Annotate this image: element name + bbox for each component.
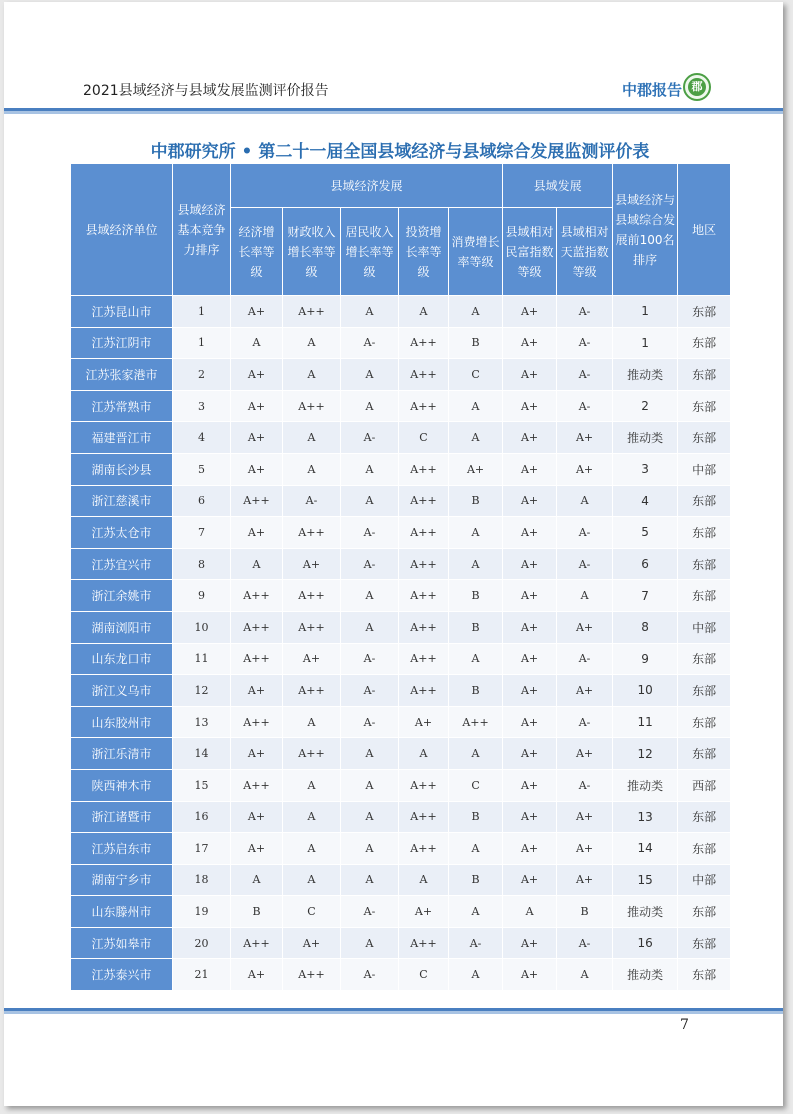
region-cell: 东部 — [678, 896, 731, 928]
top100-rank-cell: 9 — [613, 643, 678, 675]
table-row — [71, 643, 731, 675]
top100-rank-cell: 推动类 — [613, 422, 678, 454]
sky-index-cell: A+ — [557, 453, 613, 485]
income-growth-cell: A- — [341, 548, 399, 580]
wealth-index-cell: A+ — [503, 327, 557, 359]
unit-cell: 浙江慈溪市 — [71, 485, 173, 517]
wealth-index-cell: A+ — [503, 927, 557, 959]
gdp-growth-cell: A++ — [231, 643, 283, 675]
rank-cell: 18 — [173, 864, 231, 896]
col-wealth-index: 县域相对民富指数等级 — [503, 208, 557, 296]
table-row — [71, 801, 731, 833]
table-row — [71, 548, 731, 580]
investment-growth-cell: A+ — [399, 896, 449, 928]
top100-rank-cell: 6 — [613, 548, 678, 580]
investment-growth-cell: A++ — [399, 327, 449, 359]
wealth-index-cell: A+ — [503, 959, 557, 991]
sky-index-cell: A- — [557, 390, 613, 422]
fiscal-growth-cell: A++ — [283, 611, 341, 643]
investment-growth-cell: C — [399, 959, 449, 991]
region-cell: 东部 — [678, 643, 731, 675]
income-growth-cell: A- — [341, 675, 399, 707]
consumption-growth-cell: A++ — [449, 706, 503, 738]
gdp-growth-cell: A+ — [231, 453, 283, 485]
top100-rank-cell: 8 — [613, 611, 678, 643]
consumption-growth-cell: A — [449, 833, 503, 865]
unit-cell: 江苏江阴市 — [71, 327, 173, 359]
investment-growth-cell: A++ — [399, 548, 449, 580]
table-row — [71, 706, 731, 738]
rank-cell: 10 — [173, 611, 231, 643]
rank-cell: 16 — [173, 801, 231, 833]
table-row — [71, 675, 731, 707]
table-row — [71, 359, 731, 391]
top100-rank-cell: 3 — [613, 453, 678, 485]
fiscal-growth-cell: A — [283, 801, 341, 833]
region-cell: 东部 — [678, 833, 731, 865]
investment-growth-cell: A++ — [399, 675, 449, 707]
wealth-index-cell: A+ — [503, 359, 557, 391]
fiscal-growth-cell: A- — [283, 485, 341, 517]
sky-index-cell: A+ — [557, 801, 613, 833]
sky-index-cell: A- — [557, 927, 613, 959]
income-growth-cell: A- — [341, 643, 399, 675]
header-rule — [4, 108, 783, 114]
unit-cell: 江苏张家港市 — [71, 359, 173, 391]
fiscal-growth-cell: A+ — [283, 927, 341, 959]
col-gdp-growth: 经济增长率等级 — [231, 208, 283, 296]
top100-rank-cell: 推动类 — [613, 959, 678, 991]
wealth-index-cell: A+ — [503, 296, 557, 328]
unit-cell: 江苏启东市 — [71, 833, 173, 865]
col-income-growth: 居民收入增长率等级 — [341, 208, 399, 296]
brand-label: 中郡报告 — [622, 81, 683, 99]
consumption-growth-cell: A — [449, 738, 503, 770]
income-growth-cell: A — [341, 769, 399, 801]
table-row — [71, 485, 731, 517]
consumption-growth-cell: C — [449, 359, 503, 391]
income-growth-cell: A — [341, 390, 399, 422]
table-row — [71, 833, 731, 865]
consumption-growth-cell: A — [449, 896, 503, 928]
wealth-index-cell: A+ — [503, 422, 557, 454]
unit-cell: 江苏太仓市 — [71, 517, 173, 549]
top100-rank-cell: 11 — [613, 706, 678, 738]
income-growth-cell: A- — [341, 517, 399, 549]
investment-growth-cell: A++ — [399, 833, 449, 865]
gdp-growth-cell: A++ — [231, 927, 283, 959]
investment-growth-cell: A++ — [399, 485, 449, 517]
income-growth-cell: A — [341, 485, 399, 517]
col-sky-index: 县域相对天蓝指数等级 — [557, 208, 613, 296]
unit-cell: 江苏常熟市 — [71, 390, 173, 422]
income-growth-cell: A — [341, 833, 399, 865]
fiscal-growth-cell: A++ — [283, 959, 341, 991]
sky-index-cell: A+ — [557, 864, 613, 896]
unit-cell: 湖南浏阳市 — [71, 611, 173, 643]
region-cell: 东部 — [678, 422, 731, 454]
consumption-growth-cell: A — [449, 643, 503, 675]
rank-cell: 5 — [173, 453, 231, 485]
wealth-index-cell: A — [503, 896, 557, 928]
unit-cell: 山东滕州市 — [71, 896, 173, 928]
fiscal-growth-cell: A++ — [283, 580, 341, 612]
gdp-growth-cell: A+ — [231, 833, 283, 865]
top100-rank-cell: 推动类 — [613, 896, 678, 928]
sky-index-cell: A — [557, 485, 613, 517]
region-cell: 东部 — [678, 706, 731, 738]
table-row — [71, 738, 731, 770]
fiscal-growth-cell: A+ — [283, 548, 341, 580]
sky-index-cell: A- — [557, 706, 613, 738]
gdp-growth-cell: A+ — [231, 738, 283, 770]
gdp-growth-cell: A+ — [231, 675, 283, 707]
region-cell: 东部 — [678, 927, 731, 959]
top100-rank-cell: 13 — [613, 801, 678, 833]
table-row — [71, 422, 731, 454]
wealth-index-cell: A+ — [503, 675, 557, 707]
rank-cell: 1 — [173, 296, 231, 328]
brand-seal-char: 郡 — [688, 78, 706, 96]
gdp-growth-cell: A+ — [231, 959, 283, 991]
consumption-growth-cell: A — [449, 296, 503, 328]
rank-cell: 17 — [173, 833, 231, 865]
rank-cell: 13 — [173, 706, 231, 738]
consumption-growth-cell: A — [449, 959, 503, 991]
wealth-index-cell: A+ — [503, 769, 557, 801]
col-region: 地区 — [678, 164, 731, 296]
unit-cell: 湖南长沙县 — [71, 453, 173, 485]
table-row — [71, 864, 731, 896]
table-row — [71, 611, 731, 643]
rank-cell: 1 — [173, 327, 231, 359]
income-growth-cell: A- — [341, 896, 399, 928]
sky-index-cell: A+ — [557, 833, 613, 865]
table-title: 中郡研究所 • 第二十一届全国县域经济与县域综合发展监测评价表 — [150, 142, 650, 162]
col-rank: 县域经济基本竞争力排序 — [173, 164, 231, 296]
gdp-growth-cell: A — [231, 864, 283, 896]
col-consumption-growth: 消费增长率等级 — [449, 208, 503, 296]
rank-cell: 6 — [173, 485, 231, 517]
consumption-growth-cell: A — [449, 548, 503, 580]
region-cell: 东部 — [678, 801, 731, 833]
unit-cell: 浙江乐清市 — [71, 738, 173, 770]
investment-growth-cell: C — [399, 422, 449, 454]
gdp-growth-cell: A — [231, 327, 283, 359]
fiscal-growth-cell: A — [283, 769, 341, 801]
rank-cell: 3 — [173, 390, 231, 422]
table-row — [71, 927, 731, 959]
income-growth-cell: A — [341, 611, 399, 643]
region-cell: 东部 — [678, 548, 731, 580]
top100-rank-cell: 16 — [613, 927, 678, 959]
unit-cell: 山东龙口市 — [71, 643, 173, 675]
region-cell: 中部 — [678, 611, 731, 643]
top100-rank-cell: 12 — [613, 738, 678, 770]
gdp-growth-cell: A — [231, 548, 283, 580]
brand-seal-logo — [683, 73, 711, 101]
sky-index-cell: A+ — [557, 611, 613, 643]
top100-rank-cell: 10 — [613, 675, 678, 707]
gdp-growth-cell: A+ — [231, 422, 283, 454]
col-group-development: 县域发展 — [503, 164, 613, 208]
unit-cell: 浙江义乌市 — [71, 675, 173, 707]
income-growth-cell: A- — [341, 422, 399, 454]
sky-index-cell: A- — [557, 327, 613, 359]
income-growth-cell: A- — [341, 327, 399, 359]
consumption-growth-cell: B — [449, 580, 503, 612]
gdp-growth-cell: A+ — [231, 296, 283, 328]
investment-growth-cell: A — [399, 864, 449, 896]
investment-growth-cell: A++ — [399, 453, 449, 485]
rank-cell: 20 — [173, 927, 231, 959]
income-growth-cell: A — [341, 738, 399, 770]
fiscal-growth-cell: A++ — [283, 390, 341, 422]
col-investment-growth: 投资增长率等级 — [399, 208, 449, 296]
col-top100-rank: 县域经济与县域综合发展前100名排序 — [613, 164, 678, 296]
fiscal-growth-cell: A++ — [283, 296, 341, 328]
rank-cell: 2 — [173, 359, 231, 391]
gdp-growth-cell: A+ — [231, 801, 283, 833]
income-growth-cell: A — [341, 296, 399, 328]
region-cell: 东部 — [678, 296, 731, 328]
wealth-index-cell: A+ — [503, 864, 557, 896]
sky-index-cell: A — [557, 580, 613, 612]
consumption-growth-cell: A- — [449, 927, 503, 959]
region-cell: 东部 — [678, 959, 731, 991]
consumption-growth-cell: B — [449, 327, 503, 359]
wealth-index-cell: A+ — [503, 801, 557, 833]
table-row — [71, 517, 731, 549]
consumption-growth-cell: A+ — [449, 453, 503, 485]
sky-index-cell: A- — [557, 548, 613, 580]
gdp-growth-cell: A++ — [231, 611, 283, 643]
wealth-index-cell: A+ — [503, 580, 557, 612]
wealth-index-cell: A+ — [503, 611, 557, 643]
consumption-growth-cell: A — [449, 390, 503, 422]
unit-cell: 江苏如皋市 — [71, 927, 173, 959]
sky-index-cell: A+ — [557, 738, 613, 770]
investment-growth-cell: A — [399, 738, 449, 770]
consumption-growth-cell: C — [449, 769, 503, 801]
investment-growth-cell: A — [399, 296, 449, 328]
fiscal-growth-cell: A — [283, 864, 341, 896]
footer-rule — [4, 1008, 783, 1014]
income-growth-cell: A — [341, 927, 399, 959]
rank-cell: 19 — [173, 896, 231, 928]
unit-cell: 江苏宜兴市 — [71, 548, 173, 580]
region-cell: 东部 — [678, 675, 731, 707]
gdp-growth-cell: A++ — [231, 580, 283, 612]
investment-growth-cell: A++ — [399, 390, 449, 422]
top100-rank-cell: 15 — [613, 864, 678, 896]
fiscal-growth-cell: A — [283, 706, 341, 738]
col-group-economy: 县域经济发展 — [231, 164, 503, 208]
rank-cell: 15 — [173, 769, 231, 801]
investment-growth-cell: A++ — [399, 580, 449, 612]
consumption-growth-cell: B — [449, 675, 503, 707]
rank-cell: 21 — [173, 959, 231, 991]
income-growth-cell: A — [341, 580, 399, 612]
table-row — [71, 769, 731, 801]
consumption-growth-cell: A — [449, 422, 503, 454]
consumption-growth-cell: B — [449, 611, 503, 643]
fiscal-growth-cell: A++ — [283, 517, 341, 549]
gdp-growth-cell: A++ — [231, 769, 283, 801]
consumption-growth-cell: B — [449, 485, 503, 517]
investment-growth-cell: A++ — [399, 769, 449, 801]
gdp-growth-cell: B — [231, 896, 283, 928]
region-cell: 东部 — [678, 359, 731, 391]
evaluation-table — [70, 163, 731, 991]
rank-cell: 11 — [173, 643, 231, 675]
top100-rank-cell: 1 — [613, 296, 678, 328]
wealth-index-cell: A+ — [503, 833, 557, 865]
top100-rank-cell: 1 — [613, 327, 678, 359]
fiscal-growth-cell: A — [283, 833, 341, 865]
top100-rank-cell: 14 — [613, 833, 678, 865]
region-cell: 中部 — [678, 864, 731, 896]
region-cell: 东部 — [678, 390, 731, 422]
sky-index-cell: A+ — [557, 422, 613, 454]
region-cell: 中部 — [678, 453, 731, 485]
sky-index-cell: A+ — [557, 675, 613, 707]
gdp-growth-cell: A+ — [231, 517, 283, 549]
region-cell: 东部 — [678, 580, 731, 612]
wealth-index-cell: A+ — [503, 706, 557, 738]
table-row — [71, 453, 731, 485]
fiscal-growth-cell: A+ — [283, 643, 341, 675]
unit-cell: 山东胶州市 — [71, 706, 173, 738]
rank-cell: 7 — [173, 517, 231, 549]
income-growth-cell: A — [341, 453, 399, 485]
wealth-index-cell: A+ — [503, 390, 557, 422]
investment-growth-cell: A++ — [399, 643, 449, 675]
income-growth-cell: A — [341, 801, 399, 833]
col-fiscal-growth: 财政收入增长率等级 — [283, 208, 341, 296]
investment-growth-cell: A+ — [399, 706, 449, 738]
wealth-index-cell: A+ — [503, 453, 557, 485]
table-row — [71, 296, 731, 328]
sky-index-cell: A — [557, 959, 613, 991]
wealth-index-cell: A+ — [503, 517, 557, 549]
rank-cell: 14 — [173, 738, 231, 770]
top100-rank-cell: 7 — [613, 580, 678, 612]
sky-index-cell: B — [557, 896, 613, 928]
table-row — [71, 896, 731, 928]
top100-rank-cell: 推动类 — [613, 359, 678, 391]
sky-index-cell: A- — [557, 359, 613, 391]
consumption-growth-cell: B — [449, 864, 503, 896]
wealth-index-cell: A+ — [503, 548, 557, 580]
consumption-growth-cell: A — [449, 517, 503, 549]
investment-growth-cell: A++ — [399, 359, 449, 391]
sky-index-cell: A- — [557, 769, 613, 801]
table-row — [71, 390, 731, 422]
gdp-growth-cell: A+ — [231, 390, 283, 422]
rank-cell: 9 — [173, 580, 231, 612]
sky-index-cell: A- — [557, 643, 613, 675]
region-cell: 东部 — [678, 485, 731, 517]
unit-cell: 浙江余姚市 — [71, 580, 173, 612]
unit-cell: 陕西神木市 — [71, 769, 173, 801]
top100-rank-cell: 2 — [613, 390, 678, 422]
table-row — [71, 959, 731, 991]
gdp-growth-cell: A++ — [231, 706, 283, 738]
consumption-growth-cell: B — [449, 801, 503, 833]
report-title: 2021县域经济与县域发展监测评价报告 — [83, 83, 329, 99]
unit-cell: 浙江诸暨市 — [71, 801, 173, 833]
unit-cell: 湖南宁乡市 — [71, 864, 173, 896]
top100-rank-cell: 推动类 — [613, 769, 678, 801]
unit-cell: 江苏昆山市 — [71, 296, 173, 328]
rank-cell: 4 — [173, 422, 231, 454]
fiscal-growth-cell: A — [283, 453, 341, 485]
sky-index-cell: A- — [557, 517, 613, 549]
sky-index-cell: A- — [557, 296, 613, 328]
fiscal-growth-cell: A — [283, 327, 341, 359]
top100-rank-cell: 4 — [613, 485, 678, 517]
region-cell: 东部 — [678, 738, 731, 770]
investment-growth-cell: A++ — [399, 517, 449, 549]
fiscal-growth-cell: A++ — [283, 738, 341, 770]
gdp-growth-cell: A++ — [231, 485, 283, 517]
page-number: 7 — [680, 1017, 689, 1033]
fiscal-growth-cell: A — [283, 359, 341, 391]
fiscal-growth-cell: C — [283, 896, 341, 928]
wealth-index-cell: A+ — [503, 738, 557, 770]
wealth-index-cell: A+ — [503, 485, 557, 517]
region-cell: 西部 — [678, 769, 731, 801]
table-row — [71, 327, 731, 359]
col-unit: 县域经济单位 — [71, 164, 173, 296]
wealth-index-cell: A+ — [503, 643, 557, 675]
top100-rank-cell: 5 — [613, 517, 678, 549]
income-growth-cell: A — [341, 864, 399, 896]
unit-cell: 福建晋江市 — [71, 422, 173, 454]
region-cell: 东部 — [678, 327, 731, 359]
table-row — [71, 580, 731, 612]
region-cell: 东部 — [678, 517, 731, 549]
unit-cell: 江苏泰兴市 — [71, 959, 173, 991]
gdp-growth-cell: A+ — [231, 359, 283, 391]
fiscal-growth-cell: A++ — [283, 675, 341, 707]
rank-cell: 8 — [173, 548, 231, 580]
investment-growth-cell: A++ — [399, 927, 449, 959]
investment-growth-cell: A++ — [399, 611, 449, 643]
income-growth-cell: A- — [341, 706, 399, 738]
fiscal-growth-cell: A — [283, 422, 341, 454]
income-growth-cell: A — [341, 359, 399, 391]
investment-growth-cell: A++ — [399, 801, 449, 833]
rank-cell: 12 — [173, 675, 231, 707]
income-growth-cell: A- — [341, 959, 399, 991]
